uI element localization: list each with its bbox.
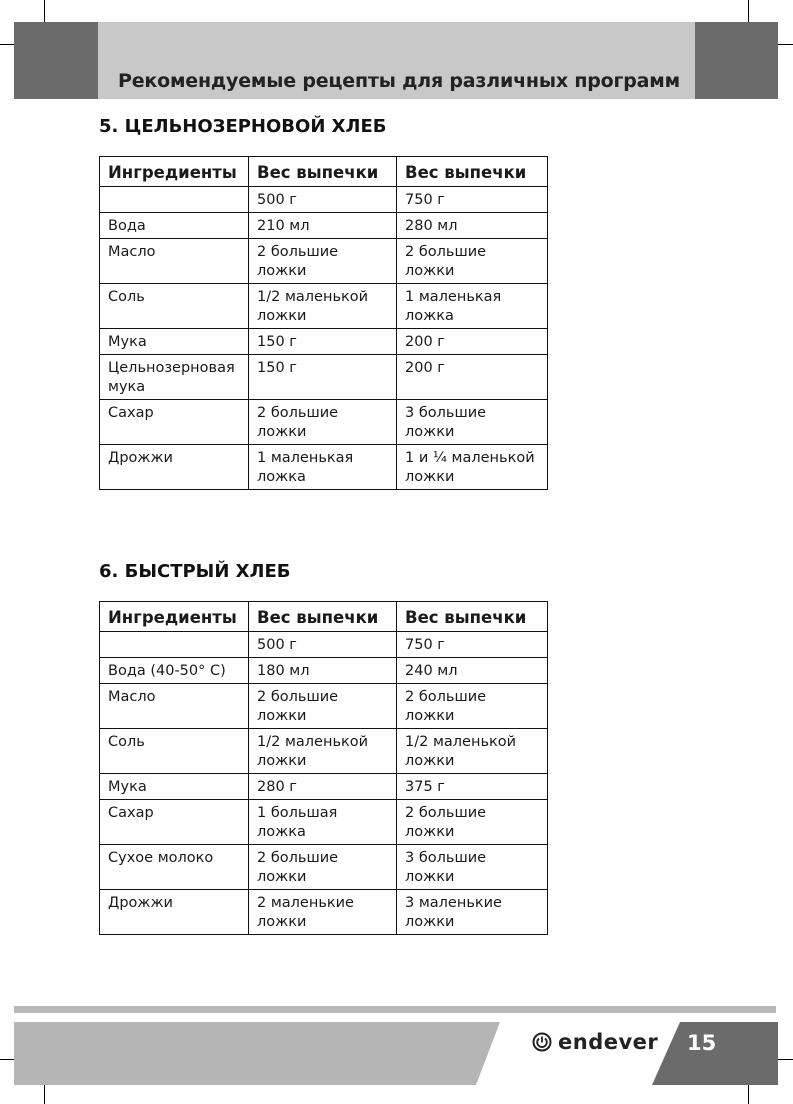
table-cell: Сахар (100, 400, 249, 445)
footer-rule (14, 1006, 776, 1013)
table-row (100, 445, 548, 490)
column-header: Вес выпечки (397, 157, 548, 187)
table-cell: Сахар (100, 800, 249, 845)
table-cell: 150 г (249, 355, 397, 400)
table-cell: Цельнозерновая мука (100, 355, 249, 400)
header-band-left (14, 22, 98, 99)
table-cell: 2 большие ложки (249, 684, 397, 729)
table-cell: 210 мл (249, 213, 397, 239)
table-header-row (100, 602, 548, 632)
table-cell: 3 маленькие ложки (397, 890, 548, 935)
column-header: Вес выпечки (249, 157, 397, 187)
table-cell: 1 маленькая ложка (397, 284, 548, 329)
table-cell: Дрожжи (100, 445, 249, 490)
table-cell: 200 г (397, 355, 548, 400)
table-cell: 1/2 маленькой ложки (249, 729, 397, 774)
table-cell: 2 большие ложки (249, 400, 397, 445)
table-row (100, 658, 548, 684)
table-row (100, 355, 548, 400)
table-cell: 500 г (249, 632, 397, 658)
table-cell: Мука (100, 329, 249, 355)
table-row (100, 284, 548, 329)
column-header: Ингредиенты (100, 157, 249, 187)
table-cell: 150 г (249, 329, 397, 355)
table-cell: 1 маленькая ложка (249, 445, 397, 490)
table-row (100, 239, 548, 284)
table-cell: Масло (100, 239, 249, 284)
table-row (100, 729, 548, 774)
table-row (100, 684, 548, 729)
table-cell: 2 большие ложки (397, 684, 548, 729)
table-cell: 2 большие ложки (249, 845, 397, 890)
section-title: 5. ЦЕЛЬНОЗЕРНОВОЙ ХЛЕБ (99, 116, 387, 137)
table-cell: 2 большие ложки (397, 800, 548, 845)
table-cell: 280 мл (397, 213, 548, 239)
table-cell (100, 187, 249, 213)
table-cell: 1 большая ложка (249, 800, 397, 845)
table-row (100, 774, 548, 800)
page-header-title: Рекомендуемые рецепты для различных программ (118, 70, 680, 92)
table-cell: 2 большие ложки (249, 239, 397, 284)
table-header-row (100, 157, 548, 187)
table-cell: 750 г (397, 632, 548, 658)
table-cell: 240 мл (397, 658, 548, 684)
table-cell: Масло (100, 684, 249, 729)
table-row (100, 213, 548, 239)
table-row (100, 890, 548, 935)
table-cell: Вода (100, 213, 249, 239)
table-row (100, 329, 548, 355)
column-header: Вес выпечки (397, 602, 548, 632)
recipe-table (99, 156, 548, 490)
table-cell: 2 большие ложки (397, 239, 548, 284)
page-number: 15 (687, 1031, 717, 1055)
table-cell: 750 г (397, 187, 548, 213)
header-band-right (695, 22, 778, 99)
table-cell: Вода (40-50° С) (100, 658, 249, 684)
table-row (100, 800, 548, 845)
recipe-table (99, 601, 548, 935)
table-cell: 500 г (249, 187, 397, 213)
table-cell: Дрожжи (100, 890, 249, 935)
table-cell: 2 маленькие ложки (249, 890, 397, 935)
column-header: Ингредиенты (100, 602, 249, 632)
section-title: 6. БЫСТРЫЙ ХЛЕБ (99, 561, 291, 582)
brand-logo (532, 1027, 658, 1057)
column-header: Вес выпечки (249, 602, 397, 632)
table-cell: 180 мл (249, 658, 397, 684)
power-icon (532, 1032, 552, 1052)
table-cell: 3 большие ложки (397, 845, 548, 890)
table-cell: Мука (100, 774, 249, 800)
table-cell: 3 большие ложки (397, 400, 548, 445)
table-cell: 1 и ¼ маленькой ложки (397, 445, 548, 490)
table-cell: 1/2 маленькой ложки (249, 284, 397, 329)
table-cell: 280 г (249, 774, 397, 800)
table-row (100, 632, 548, 658)
table-cell (100, 632, 249, 658)
brand-name: endever (558, 1030, 659, 1054)
table-row (100, 845, 548, 890)
table-row (100, 400, 548, 445)
table-cell: Соль (100, 729, 249, 774)
table-row (100, 187, 548, 213)
table-cell: Соль (100, 284, 249, 329)
table-cell: 375 г (397, 774, 548, 800)
table-cell: Сухое молоко (100, 845, 249, 890)
table-cell: 200 г (397, 329, 548, 355)
table-cell: 1/2 маленькой ложки (397, 729, 548, 774)
